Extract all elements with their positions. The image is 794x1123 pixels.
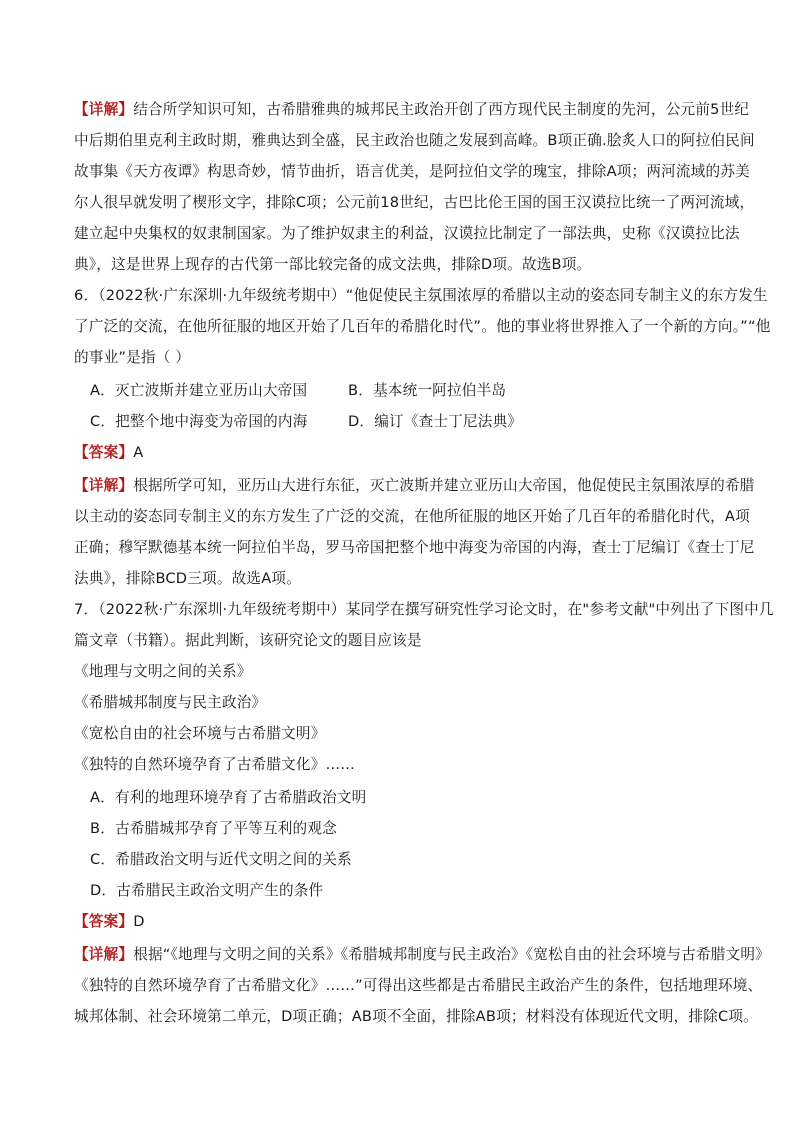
q7-stem-line-1: 7．（2022秋·广东深圳·九年级统考期中）某同学在撰写研究性学习论文时，在"参考文献"中列出了下图中几 (74, 601, 774, 618)
q7-stem-line-2: 篇文章（书籍）。据此判断，该研究论文的题目应该是 (74, 632, 422, 649)
q7-detail-label: 【详解】 (74, 946, 134, 963)
q7-ref-3: 《宽松自由的社会环境与古希腊文明》 (74, 725, 326, 742)
q5-detail-line-6: 典》，这是世界上现存的古代第一部比较完备的成文法典，排除D项。故选B项。 (74, 256, 592, 273)
q7-ref-1: 《地理与文明之间的关系》 (74, 663, 252, 680)
q6-detail-text-1: 根据所学可知，亚历山大进行东征，灭亡波斯并建立亚历山大帝国，他促使民主氛围浓厚的希腊 (133, 477, 755, 494)
q6-answer-label: 【答案】 (74, 444, 134, 461)
q6-option-a: A．灭亡波斯并建立亚历山大帝国 (90, 382, 308, 399)
q7-ref-4: 《独特的自然环境孕育了古希腊文化》…… (74, 756, 356, 773)
q6-detail-line-1 (74, 475, 755, 497)
q6-answer-value: A (133, 444, 144, 461)
q6-detail-line-2: 以主动的姿态同专制主义的东方发生了广泛的交流，在他所征服的地区开始了几百年的希腊化时代，A项 (74, 508, 750, 525)
q6-detail-line-4: 法典》，排除BCD三项。故选A项。 (74, 570, 301, 587)
q5-detail-text-1: 结合所学知识可知，古希腊雅典的城邦民主政治开创了西方现代民主制度的先河，公元前5世纪 (133, 101, 750, 118)
q6-answer-line (74, 442, 143, 464)
q6-stem-line-2: 了广泛的交流，在他所征服的地区开始了几百年的希腊化时代”。他的事业将世界推入了一个新的方向。”“他 (74, 318, 771, 335)
q5-detail-line-4: 尔人很早就发明了楔形文字，排除C项；公元前18世纪，古巴比伦王国的国王汉谟拉比统一了两河流域， (74, 194, 755, 211)
q7-answer-label: 【答案】 (74, 913, 134, 930)
q5-detail-line-1 (74, 99, 749, 121)
q7-ref-2: 《希腊城邦制度与民主政治》 (74, 694, 267, 711)
q7-answer-line (74, 911, 145, 933)
q6-stem-line-1: 6．（2022秋·广东深圳·九年级统考期中）“他促使民主氛围浓厚的希腊以主动的姿态同专制主义的东方发生 (74, 287, 768, 304)
q6-option-b: B．基本统一阿拉伯半岛 (348, 382, 507, 399)
q7-option-a: A．有利的地理环境孕育了古希腊政治文明 (90, 789, 367, 806)
q6-options-row-1 (90, 380, 507, 402)
q5-detail-label: 【详解】 (74, 101, 134, 118)
q7-detail-text-1: 根据“《地理与文明之间的关系》《希腊城邦制度与民主政治》《宽松自由的社会环境与古希腊文明》 (133, 946, 770, 963)
q5-detail-line-3: 故事集《天方夜谭》构思奇妙，情节曲折，语言优美，是阿拉伯文学的瑰宝，排除A项；两河流域的苏美 (74, 163, 750, 180)
q6-stem-line-3: 的事业”是指（ ） (74, 349, 191, 366)
q6-option-d: D．编订《查士丁尼法典》 (348, 413, 523, 430)
q7-option-d: D．古希腊民主政治文明产生的条件 (90, 882, 324, 899)
q6-detail-label: 【详解】 (74, 477, 134, 494)
q7-detail-line-2: 《独特的自然环境孕育了古希腊文化》……”可得出这些都是古希腊民主政治产生的条件，包括地理环境、 (74, 977, 763, 994)
q7-option-b: B．古希腊城邦孕育了平等互利的观念 (90, 820, 337, 837)
q7-option-c: C．希腊政治文明与近代文明之间的关系 (90, 851, 352, 868)
q7-answer-value: D (133, 913, 145, 930)
q6-detail-line-3: 正确；穆罕默德基本统一阿拉伯半岛，罗马帝国把整个地中海变为帝国的内海，查士丁尼编订《查士丁尼 (74, 539, 755, 556)
q6-option-c: C．把整个地中海变为帝国的内海 (90, 413, 308, 430)
q7-detail-line-1 (74, 944, 770, 966)
q7-detail-line-3: 城邦体制、社会环境第二单元，D项正确；AB项不全面，排除AB项；材料没有体现近代文明，排除C项。 (74, 1008, 758, 1025)
q6-options-row-2 (90, 411, 523, 433)
q5-detail-line-5: 建立起中央集权的奴隶制国家。为了维护奴隶主的利益，汉谟拉比制定了一部法典，史称《汉谟拉比法 (74, 225, 740, 242)
q5-detail-line-2: 中后期伯里克利主政时期，雅典达到全盛，民主政治也随之发展到高峰。B项正确.脍炙人口的阿拉伯民间 (74, 132, 755, 149)
